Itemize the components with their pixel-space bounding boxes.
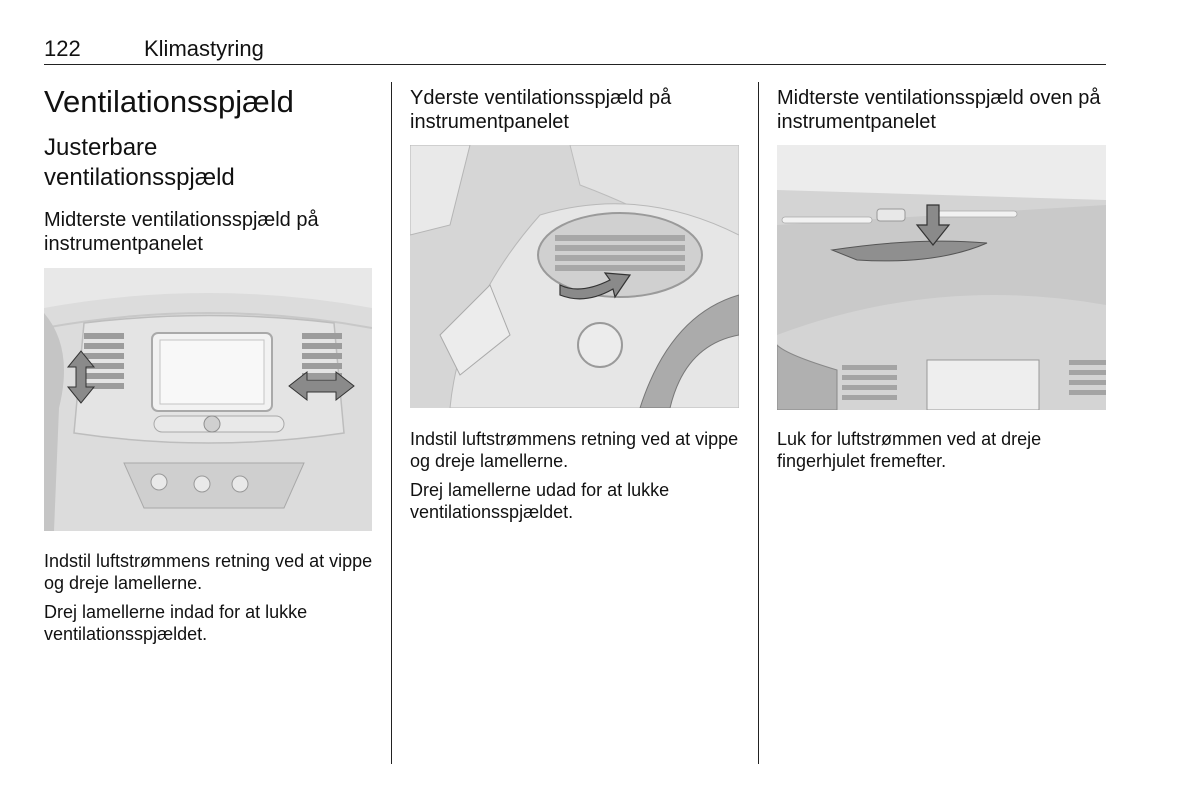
figure-center-vents <box>44 268 372 531</box>
figure-outer-vent <box>410 145 739 408</box>
subsection-heading: Midterste ventilationsspjæld oven på instrumentpanelet <box>777 87 1101 133</box>
page-title: Ventilationsspjæld <box>44 84 294 119</box>
paragraph: Luk for luftstrømmen ved at dreje fingerhjulet fremefter. <box>777 429 1042 471</box>
paragraph: Drej lamellerne udad for at lukke ventilationsspjældet. <box>410 480 670 522</box>
paragraph: Indstil luftstrømmens retning ved at vippe og dreje lamellerne. <box>44 551 373 593</box>
subsection-heading: Yderste ventilationsspjæld på instrumentpanelet <box>410 87 672 133</box>
column-divider <box>758 82 759 764</box>
paragraph: Indstil luftstrømmens retning ved at vippe og dreje lamellerne. <box>410 429 739 471</box>
page-header <box>44 34 1106 65</box>
column-divider <box>391 82 392 764</box>
subsection-heading: Midterste ventilationsspjæld på instrumentpanelet <box>44 209 319 255</box>
paragraph: Drej lamellerne indad for at lukke ventilationsspjældet. <box>44 602 308 644</box>
section-heading: Justerbare ventilationsspjæld <box>44 134 235 191</box>
figure-top-vent <box>777 145 1106 410</box>
page-number: 122 <box>44 36 81 61</box>
chapter-title: Klimastyring <box>144 36 264 61</box>
